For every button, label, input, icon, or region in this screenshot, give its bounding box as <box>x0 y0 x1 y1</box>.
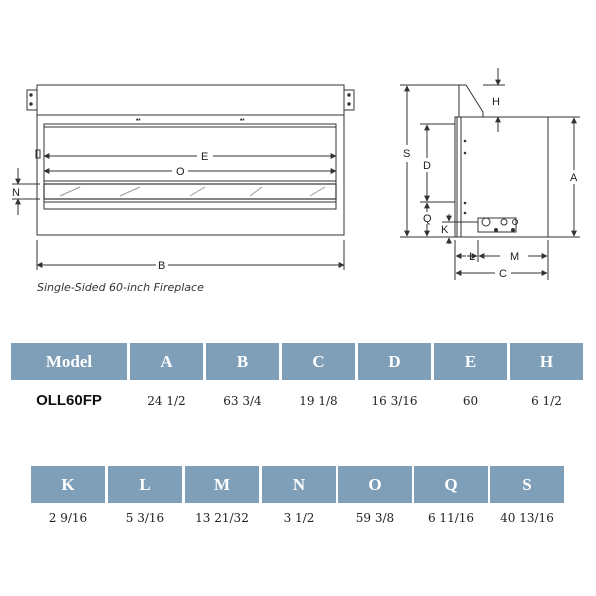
label-C: C <box>499 268 507 280</box>
value-H: 6 1/2 <box>531 394 562 408</box>
header-S: S <box>490 466 564 503</box>
header-N: N <box>262 466 336 503</box>
header-L: L <box>108 466 182 503</box>
header-H: H <box>510 343 583 380</box>
model-value: OLL60FP <box>36 392 102 409</box>
side-dimensions <box>400 68 580 280</box>
header-M: M <box>185 466 259 503</box>
value-O: 59 3/8 <box>355 511 395 525</box>
value-C: 19 1/8 <box>299 394 338 408</box>
label-S: S <box>403 148 411 160</box>
value-L: 5 3/16 <box>125 511 165 525</box>
front-view <box>27 85 354 235</box>
label-N: N <box>12 187 20 199</box>
label-A: A <box>570 172 578 184</box>
value-D: 16 3/16 <box>371 394 418 408</box>
label-M: M <box>510 251 520 263</box>
value-Q: 6 11/16 <box>427 511 475 525</box>
value-K: 2 9/16 <box>48 511 88 525</box>
label-H: H <box>492 96 500 108</box>
value-E: 60 <box>462 394 479 408</box>
label-B: B <box>158 260 166 272</box>
header-E: E <box>434 343 507 380</box>
diagram-caption: Single-Sided 60-inch Fireplace <box>37 281 204 294</box>
header-K: K <box>31 466 105 503</box>
header-O: O <box>338 466 412 503</box>
label-O: O <box>176 166 185 178</box>
value-B: 63 3/4 <box>223 394 262 408</box>
label-E: E <box>201 151 209 163</box>
label-Q: Q <box>423 213 432 225</box>
label-K: K <box>441 224 449 236</box>
svg-text:..: .. <box>240 113 245 122</box>
label-D: D <box>423 160 431 172</box>
value-A: 24 1/2 <box>147 394 186 408</box>
value-N: 3 1/2 <box>283 511 315 525</box>
value-M: 13 21/32 <box>195 511 249 525</box>
header-Q: Q <box>414 466 488 503</box>
svg-text:..: .. <box>136 113 141 122</box>
header-C: C <box>282 343 355 380</box>
label-L: L <box>469 251 476 263</box>
header-model: Model <box>11 343 127 380</box>
side-view <box>455 85 548 237</box>
value-S: 40 13/16 <box>500 511 554 525</box>
header-D: D <box>358 343 431 380</box>
header-B: B <box>206 343 279 380</box>
header-A: A <box>130 343 203 380</box>
